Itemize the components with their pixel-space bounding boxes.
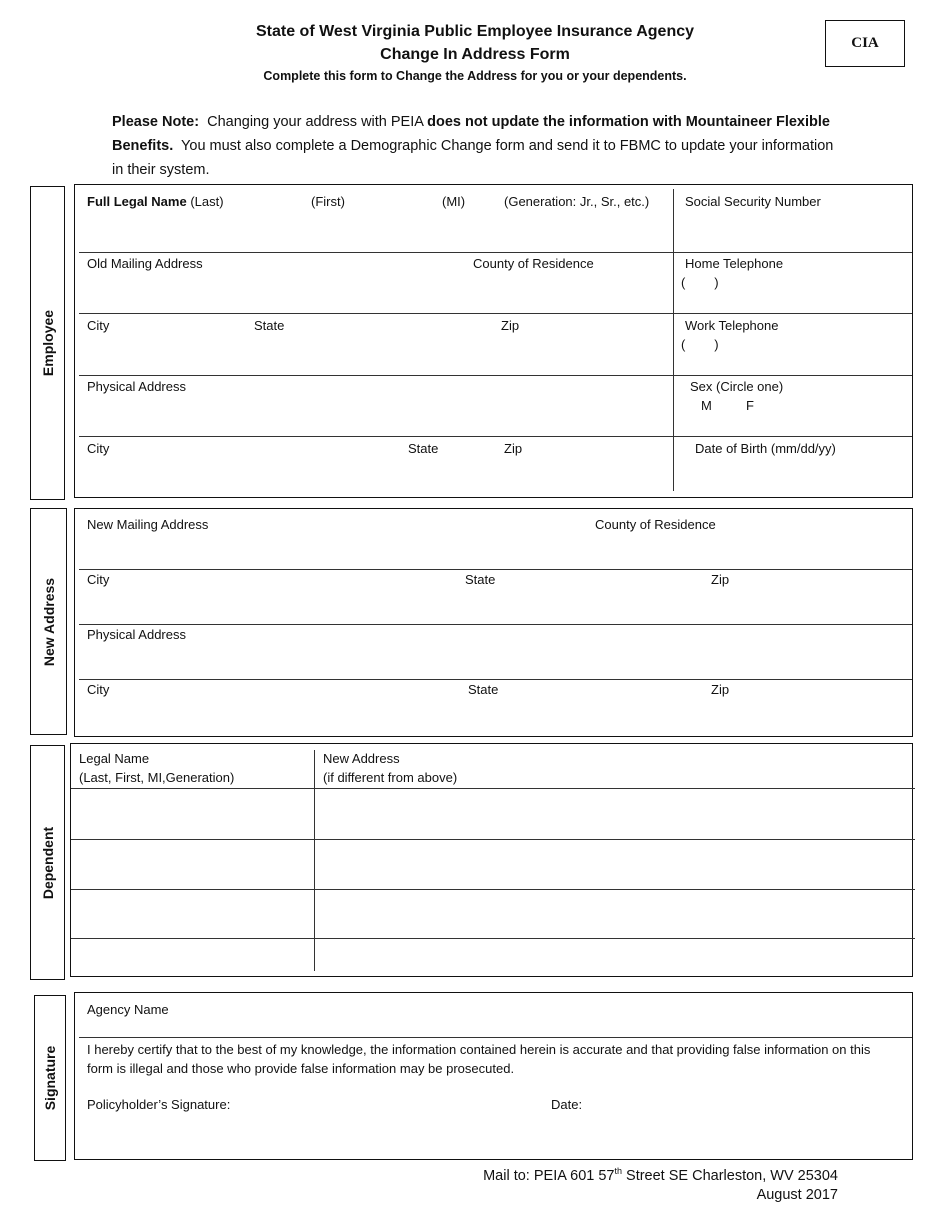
employee-section [74, 184, 913, 498]
dependent-2-address-cell[interactable] [315, 840, 912, 889]
mail-to-ordinal: th [614, 1166, 622, 1176]
form-subtitle-title: Change In Address Form [380, 46, 570, 63]
note-bold: does not update the information with Mountaineer Flexible Benefits. [112, 114, 830, 154]
signature-section [74, 992, 913, 1160]
new-state-field[interactable]: State [465, 572, 496, 587]
dependent-1-name-cell[interactable] [71, 789, 314, 839]
divider [79, 313, 912, 314]
physical-city-field[interactable]: City [87, 441, 110, 456]
old-city-field[interactable]: City [87, 318, 110, 333]
sex-field[interactable]: Sex (Circle one) [690, 379, 784, 394]
last-name-label: (Last) [190, 194, 224, 209]
signature-date-field[interactable]: Date: [551, 1097, 583, 1112]
old-zip-field[interactable]: Zip [501, 318, 520, 333]
note-text1: Changing your address with PEIA [207, 114, 424, 130]
col-header-legal-name-sub: (Last, First, MI,Generation) [79, 770, 235, 785]
full-legal-name-field[interactable] [87, 194, 224, 209]
sex-option-f[interactable]: F [746, 398, 754, 413]
home-telephone-area-code: ( ) [681, 275, 719, 290]
dependent-1-address-cell[interactable] [315, 789, 912, 839]
date-of-birth-field[interactable]: Date of Birth (mm/dd/yy) [695, 441, 836, 456]
new-address-section [74, 508, 913, 737]
generation-label: (Generation: Jr., Sr., etc.) [504, 194, 650, 209]
new-address-label-text: New Address [40, 577, 57, 666]
divider [79, 375, 912, 376]
please-note [112, 110, 842, 182]
signature-section-label [34, 995, 66, 1161]
new-city-field[interactable]: City [87, 572, 110, 587]
divider [79, 1037, 912, 1038]
physical-state-field[interactable]: State [408, 441, 439, 456]
form-code-box [825, 20, 905, 67]
work-telephone-area-code: ( ) [681, 337, 719, 352]
mailing-address [483, 1166, 838, 1184]
form-revision-date: August 2017 [756, 1187, 838, 1203]
policyholder-signature-field[interactable]: Policyholder’s Signature: [87, 1097, 231, 1112]
agency-name-field[interactable]: Agency Name [87, 1002, 169, 1017]
form-code: CIA [851, 35, 879, 51]
divider [79, 252, 912, 253]
old-mailing-address-field[interactable]: Old Mailing Address [87, 256, 203, 271]
signature-label-text: Signature [42, 1045, 58, 1111]
new-physical-state-field[interactable]: State [468, 682, 499, 697]
note-prefix: Please Note: [112, 114, 200, 130]
employee-section-label [30, 186, 65, 500]
divider [79, 624, 912, 625]
dependent-4-name-cell[interactable] [71, 939, 314, 973]
dependent-4-address-cell[interactable] [315, 939, 912, 973]
physical-address-field[interactable]: Physical Address [87, 379, 186, 394]
col-header-new-address-sub: (if different from above) [323, 770, 458, 785]
form-instructions: Complete this form to Change the Address for you or your dependents. [263, 69, 687, 83]
new-physical-zip-field[interactable]: Zip [711, 682, 730, 697]
work-telephone-field[interactable]: Work Telephone [685, 318, 779, 333]
ssn-field[interactable]: Social Security Number [685, 194, 821, 209]
dependent-2-name-cell[interactable] [71, 840, 314, 889]
employee-label-text: Employee [39, 309, 56, 377]
new-physical-address-field[interactable]: Physical Address [87, 627, 186, 642]
full-legal-name-label: Full Legal Name [87, 194, 187, 209]
certification-statement: I hereby certify that to the best of my knowledge, the information contained herein is accurate and that providing false information on this form is illegal and those who provide false information may be prosecuted. [87, 1042, 871, 1076]
dependent-section-label [30, 745, 65, 980]
dependent-label-text: Dependent [39, 826, 56, 899]
new-physical-city-field[interactable]: City [87, 682, 110, 697]
county-of-residence-field[interactable]: County of Residence [473, 256, 594, 271]
sex-option-m[interactable]: M [701, 398, 712, 413]
new-address-section-label [30, 508, 67, 735]
dependent-section [70, 743, 913, 977]
column-divider [673, 189, 674, 491]
divider [79, 679, 912, 680]
col-header-new-address: New Address [323, 751, 400, 766]
mail-to-prefix: Mail to: PEIA 601 57 [483, 1167, 615, 1184]
mail-to-suffix: Street SE Charleston, WV 25304 [622, 1167, 838, 1184]
dependent-3-name-cell[interactable] [71, 890, 314, 938]
dependent-3-address-cell[interactable] [315, 890, 912, 938]
divider [79, 569, 912, 570]
note-text2: You must also complete a Demographic Change form and send it to FBMC to update your information in their system. [112, 138, 834, 178]
form-title: State of West Virginia Public Employee Insurance Agency [255, 23, 695, 40]
home-telephone-field[interactable]: Home Telephone [685, 256, 784, 271]
new-mailing-address-field[interactable]: New Mailing Address [87, 517, 209, 532]
first-name-label: (First) [311, 194, 345, 209]
divider [79, 436, 912, 437]
new-zip-field[interactable]: Zip [711, 572, 730, 587]
old-state-field[interactable]: State [254, 318, 285, 333]
mi-label: (MI) [442, 194, 466, 209]
physical-zip-field[interactable]: Zip [504, 441, 523, 456]
col-header-legal-name: Legal Name [79, 751, 150, 766]
new-county-of-residence-field[interactable]: County of Residence [595, 517, 716, 532]
